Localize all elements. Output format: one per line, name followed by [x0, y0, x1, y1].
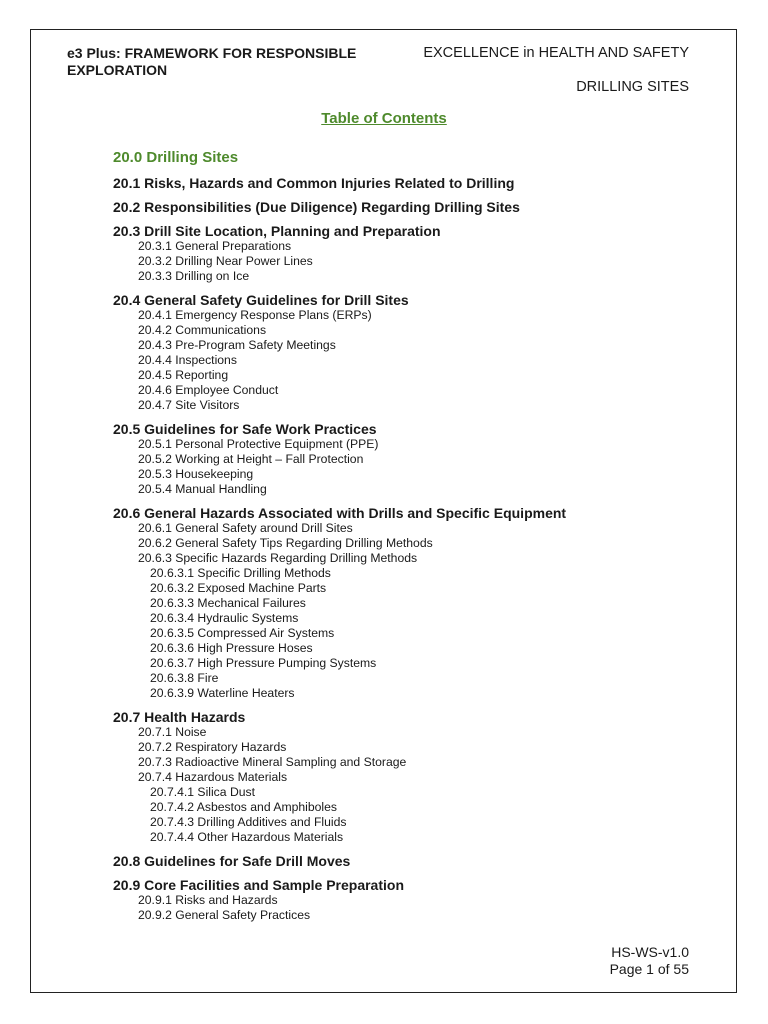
toc-subsubsection-entry[interactable]: 20.7.4.3 Drilling Additives and Fluids	[150, 815, 347, 829]
toc-section-heading[interactable]: 20.4 General Safety Guidelines for Drill Sites	[113, 292, 409, 308]
header-right	[423, 45, 689, 96]
toc-subsection-entry[interactable]: 20.9.2 General Safety Practices	[138, 908, 311, 922]
toc-subsection-entry[interactable]: 20.4.3 Pre-Program Safety Meetings	[138, 338, 336, 352]
toc-subsection-entry[interactable]: 20.3.1 General Preparations	[138, 239, 292, 253]
toc-subsection-entry[interactable]: 20.7.2 Respiratory Hazards	[138, 740, 287, 754]
toc-section-heading[interactable]: 20.1 Risks, Hazards and Common Injuries Related to Drilling	[113, 175, 515, 191]
toc-subsection-entry[interactable]: 20.4.2 Communications	[138, 323, 267, 337]
toc-subsubsection-entry[interactable]: 20.6.3.8 Fire	[150, 671, 219, 685]
document-code: HS-WS-v1.0	[611, 944, 689, 960]
toc-subsection-entry[interactable]: 20.4.1 Emergency Response Plans (ERPs)	[138, 308, 372, 322]
toc-subsection-entry[interactable]: 20.6.2 General Safety Tips Regarding Drilling Methods	[138, 536, 433, 550]
toc-section-heading[interactable]: 20.3 Drill Site Location, Planning and Preparation	[113, 223, 441, 239]
toc-subsection-entry[interactable]: 20.4.5 Reporting	[138, 368, 229, 382]
toc-subsubsection-entry[interactable]: 20.6.3.6 High Pressure Hoses	[150, 641, 313, 655]
toc-subsection-entry[interactable]: 20.5.2 Working at Height – Fall Protection	[138, 452, 364, 466]
toc-subsubsection-entry[interactable]: 20.6.3.9 Waterline Heaters	[150, 686, 295, 700]
document-title: e3 Plus: FRAMEWORK FOR RESPONSIBLE EXPLORATION	[67, 45, 357, 78]
toc-subsection-entry[interactable]: 20.3.3 Drilling on Ice	[138, 269, 250, 283]
header-category: EXCELLENCE in HEALTH AND SAFETY	[423, 45, 689, 61]
toc-subsection-entry[interactable]: 20.6.1 General Safety around Drill Sites	[138, 521, 353, 535]
toc-subsection-entry[interactable]: 20.4.7 Site Visitors	[138, 398, 240, 412]
toc-subsection-entry[interactable]: 20.3.2 Drilling Near Power Lines	[138, 254, 313, 268]
toc-section-heading[interactable]: 20.8 Guidelines for Safe Drill Moves	[113, 853, 351, 869]
toc-title: Table of Contents	[321, 110, 447, 127]
page-number: Page 1 of 55	[609, 961, 689, 977]
table-of-contents	[113, 149, 713, 923]
toc-subsubsection-entry[interactable]: 20.6.3.7 High Pressure Pumping Systems	[150, 656, 377, 670]
header-subcategory: DRILLING SITES	[576, 79, 689, 95]
toc-subsection-entry[interactable]: 20.5.1 Personal Protective Equipment (PPE)	[138, 437, 379, 451]
page-footer	[610, 944, 689, 978]
toc-subsubsection-entry[interactable]: 20.7.4.2 Asbestos and Amphiboles	[150, 800, 338, 814]
toc-subsubsection-entry[interactable]: 20.6.3.1 Specific Drilling Methods	[150, 566, 331, 580]
toc-subsection-entry[interactable]: 20.5.4 Manual Handling	[138, 482, 267, 496]
toc-subsubsection-entry[interactable]: 20.6.3.5 Compressed Air Systems	[150, 626, 335, 640]
toc-section-heading[interactable]: 20.5 Guidelines for Safe Work Practices	[113, 421, 377, 437]
toc-subsection-entry[interactable]: 20.4.6 Employee Conduct	[138, 383, 279, 397]
toc-subsection-entry[interactable]: 20.6.3 Specific Hazards Regarding Drilling Methods	[138, 551, 418, 565]
toc-subsubsection-entry[interactable]: 20.7.4.4 Other Hazardous Materials	[150, 830, 344, 844]
chapter-heading: 20.0 Drilling Sites	[113, 149, 239, 166]
toc-subsection-entry[interactable]: 20.7.1 Noise	[138, 725, 207, 739]
toc-section-heading[interactable]: 20.7 Health Hazards	[113, 709, 246, 725]
toc-section-heading[interactable]: 20.6 General Hazards Associated with Drills and Specific Equipment	[113, 505, 567, 521]
toc-subsubsection-entry[interactable]: 20.6.3.4 Hydraulic Systems	[150, 611, 299, 625]
toc-section-heading[interactable]: 20.9 Core Facilities and Sample Preparation	[113, 877, 404, 893]
toc-subsection-entry[interactable]: 20.9.1 Risks and Hazards	[138, 893, 278, 907]
toc-subsection-entry[interactable]: 20.5.3 Housekeeping	[138, 467, 254, 481]
toc-subsubsection-entry[interactable]: 20.6.3.2 Exposed Machine Parts	[150, 581, 327, 595]
toc-subsubsection-entry[interactable]: 20.7.4.1 Silica Dust	[150, 785, 256, 799]
toc-subsubsection-entry[interactable]: 20.6.3.3 Mechanical Failures	[150, 596, 306, 610]
toc-subsection-entry[interactable]: 20.7.3 Radioactive Mineral Sampling and Storage	[138, 755, 407, 769]
toc-subsection-entry[interactable]: 20.7.4 Hazardous Materials	[138, 770, 288, 784]
toc-section-heading[interactable]: 20.2 Responsibilities (Due Diligence) Regarding Drilling Sites	[113, 199, 520, 215]
toc-subsection-entry[interactable]: 20.4.4 Inspections	[138, 353, 237, 367]
